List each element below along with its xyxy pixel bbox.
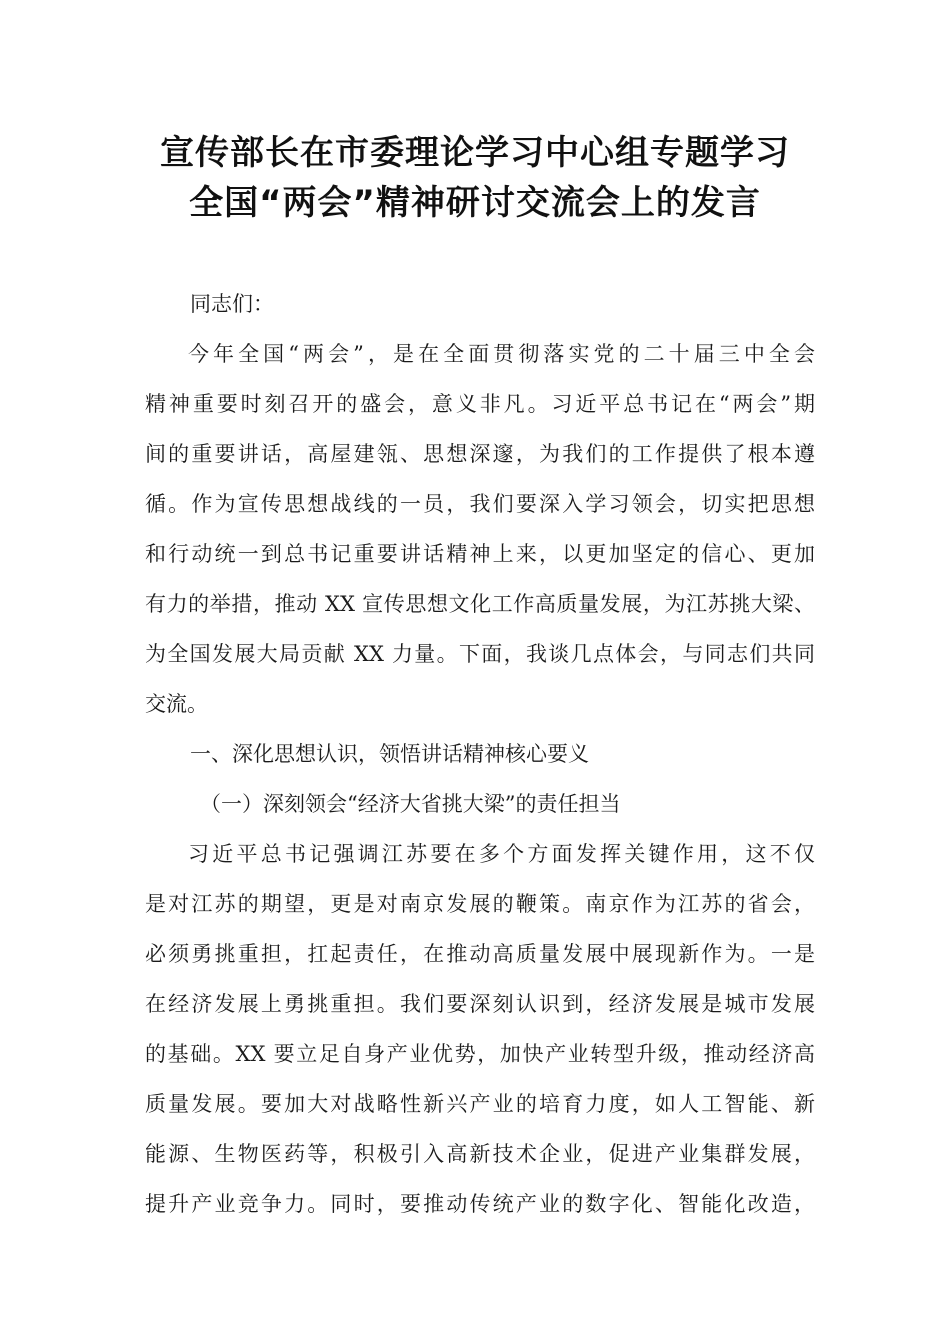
- paragraph-2-line: 的基础。XX 要立足自身产业优势，加快产业转型升级，推动经济高: [145, 1042, 815, 1066]
- paragraph-1-line: 和行动统一到总书记重要讲话精神上来，以更加坚定的信心、更加: [145, 542, 815, 566]
- paragraph-2-line: 习近平总书记强调江苏要在多个方面发挥关键作用，这不仅: [188, 842, 815, 866]
- paragraph-1-line: 有力的举措，推动 XX 宣传思想文化工作高质量发展，为江苏挑大梁、: [145, 592, 815, 616]
- paragraph-2-line: 必须勇挑重担，扛起责任，在推动高质量发展中展现新作为。一是: [145, 942, 815, 966]
- paragraph-2-line: 质量发展。要加大对战略性新兴产业的培育力度，如人工智能、新: [145, 1092, 815, 1116]
- document-title-line-1: 宣传部长在市委理论学习中心组专题学习: [160, 133, 790, 173]
- section-1-heading: 一、深化思想认识，领悟讲话精神核心要义: [190, 742, 589, 766]
- paragraph-2-line: 能源、生物医药等，积极引入高新技术企业，促进产业集群发展，: [145, 1142, 815, 1166]
- paragraph-1-line: 交流。: [145, 692, 208, 716]
- salutation: 同志们：: [190, 292, 274, 316]
- subsection-1-heading: （一）深刻领会“经济大省挑大梁”的责任担当: [200, 792, 621, 816]
- paragraph-1-line: 循。作为宣传思想战线的一员，我们要深入学习领会，切实把思想: [145, 492, 815, 516]
- paragraph-2-line: 在经济发展上勇挑重担。我们要深刻认识到，经济发展是城市发展: [145, 992, 815, 1016]
- paragraph-2-line: 提升产业竞争力。同时，要推动传统产业的数字化、智能化改造，: [145, 1192, 815, 1216]
- paragraph-1-line: 间的重要讲话，高屋建瓴、思想深邃，为我们的工作提供了根本遵: [145, 442, 815, 466]
- paragraph-1-line: 精神重要时刻召开的盛会，意义非凡。习近平总书记在“两会”期: [145, 392, 815, 416]
- paragraph-2-line: 是对江苏的期望，更是对南京发展的鞭策。南京作为江苏的省会，: [145, 892, 815, 916]
- paragraph-1-line: 为全国发展大局贡献 XX 力量。下面，我谈几点体会，与同志们共同: [145, 642, 815, 666]
- paragraph-1-line: 今年全国“两会”，是在全面贯彻落实党的二十届三中全会: [188, 342, 815, 366]
- document-title-line-2: 全国“两会”精神研讨交流会上的发言: [189, 183, 761, 223]
